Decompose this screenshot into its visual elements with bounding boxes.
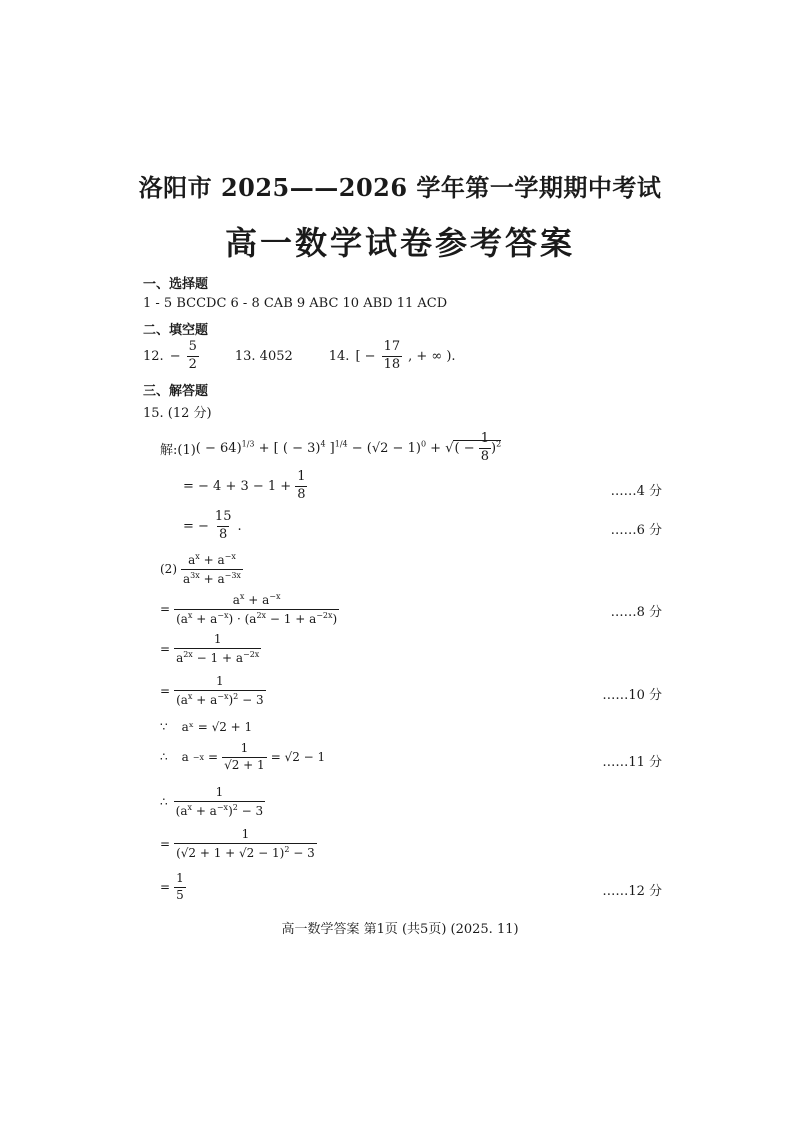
q14-close: , + ∞ ). [408,348,456,364]
expr-term-1: ( − 64)$^{1/3}$ + [ ( − 3)$^4$ ]$^{1/4} - (√2 - 1)^0$ + √( − $\frac{1}{8}$ )$^2$ [195,431,502,464]
q12-label: 12. [143,348,164,364]
result-numerator: 1 [176,871,184,885]
line3-fraction [213,510,234,543]
q15-title: 15. (12 分) [143,406,212,421]
part2-label: (2) [160,562,177,577]
line2-fraction [295,470,307,503]
points-12: ……12 分 [602,884,662,899]
part2-step-3 [160,675,266,708]
therefore-fraction: $\frac{1}{(a^x + a^{-x})^2 - 3}$ [175,785,264,818]
q13-answer: 13. 4052 [234,348,293,364]
exam-title: 洛阳市 2025——2026 学年第一学期期中考试 [138,173,662,202]
line2-numerator: 1 [297,469,306,484]
line3-prefix: = − [183,518,209,534]
section-choice-heading: 一、选择题 [143,277,209,292]
page-footer: 高一数学答案 第1页 (共5页) (2025. 11) [281,922,519,937]
q12-sign: − [169,348,181,364]
substitution-line [160,828,317,861]
result-line [160,872,186,903]
points-6: ……6 分 [610,523,662,538]
therefore-expression: a −x = $\frac{1}{√2 + 1}$ = √2 − 1 [181,741,326,772]
q14-denominator: 18 [383,356,401,372]
line2-denominator: 8 [297,486,306,502]
step3-fraction: $\frac{1}{(a^x + a^{-x})^2 - 3}$ [176,674,264,707]
choice-answers: 1 - 5 BCCDC 6 - 8 CAB 9 ABC 10 ABD 11 ACD [143,296,448,311]
line3-suffix: . [237,518,242,534]
line3-numerator: 15 [214,509,232,524]
result-denominator: 5 [176,887,184,902]
therefore-line-2 [160,786,265,819]
points-4: ……4 分 [610,484,662,499]
q12-denominator: 2 [188,356,197,372]
solution-line-2 [183,470,307,503]
part2-fraction: $\frac{a^x + a^{-x}}{a^{3x} + a^{-3x}}$ [183,552,241,586]
therefore-line-1 [160,742,325,773]
section-fill-heading: 二、填空题 [143,323,209,338]
step2-fraction: $\frac{1}{a^{2x} - 1 + a^{-2x}}$ [176,632,260,665]
substitution-fraction: $\frac{1}{(√2 + 1 + √2 - 1)^2 - 3}$ [176,827,315,860]
q14-label: 14. [328,348,350,364]
result-fraction [174,872,186,903]
part2-step-2 [160,633,261,666]
line3-denominator: 8 [219,526,228,542]
therefore-symbol: ∴ [160,795,168,810]
q12-fraction [187,340,199,373]
line2-text: = − 4 + 3 − 1 + [183,478,292,494]
answer-key-title: 高一数学试卷参考答案 [224,224,575,262]
q14-numerator: 17 [383,339,401,354]
therefore-symbol: ∴ [160,750,168,765]
part2-step-1 [160,592,339,627]
section-solution-heading: 三、解答题 [143,384,209,399]
because-line [160,720,252,734]
because-expression: aˣ = √2 + 1 [181,720,253,734]
equals-sign: = [160,602,171,617]
q14-open: [ − [355,348,376,364]
equals-sign: = [160,684,171,699]
equals-sign: = [160,880,171,895]
points-8: ……8 分 [610,605,662,620]
step1-fraction: $\frac{a^x + a^{-x}}{(a^x + a^{-x}) \cdot (a^{2x} - 1 + a^{-2x})}$ [176,592,338,626]
solution-line-1 [160,432,501,465]
part2-expression [160,552,243,587]
solution-line-3 [183,510,242,543]
q12-numerator: 5 [188,339,197,354]
solution-prefix: 解:(1) [160,442,196,458]
points-11: ……11 分 [602,755,662,770]
equals-sign: = [160,642,171,657]
fill-answers [143,340,456,373]
points-10: ……10 分 [602,688,662,703]
because-symbol: ∵ [160,720,168,734]
equals-sign: = [160,837,171,852]
q14-fraction [382,340,403,373]
